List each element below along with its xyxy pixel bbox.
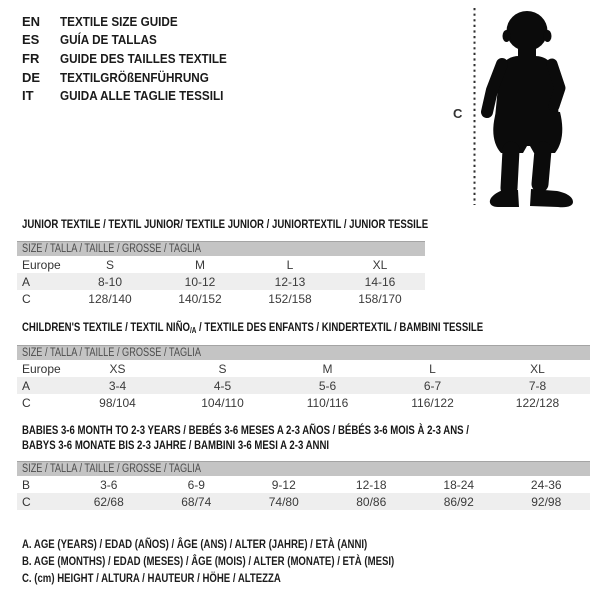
legend-line-a: A. AGE (YEARS) / EDAD (AÑOS) / ÂGE (ANS) / ALTER (JAHRE) / ETÀ (ANNI) [22,536,368,551]
toddler-silhouette-icon [470,0,596,212]
foot-left [490,190,519,207]
leg-right [540,150,543,184]
age-cell: 10-12 [184,274,216,289]
guide-title-en: TEXTILE SIZE GUIDE [60,13,178,29]
guide-title-it: GUIDA ALLE TAGLIE TESSILI [60,88,224,104]
row-label: A [22,378,31,393]
size-cell: XS [109,361,126,376]
guide-title-es: GUÍA DE TALLAS [60,32,157,48]
height-cell: 158/170 [358,291,402,306]
junior-table-title: JUNIOR TEXTILE / TEXTIL JUNIOR/ TEXTILE JUNIOR / JUNIORTEXTIL / JUNIOR TESSILE [22,217,429,231]
foot-right [530,189,573,207]
age-cell: 7-8 [528,378,547,393]
junior-size-table [17,241,425,307]
table-row [17,256,425,273]
size-cell: L [429,361,436,376]
size-cell: M [322,361,333,376]
size-cell: XL [530,361,545,376]
height-cell: 152/158 [268,291,312,306]
height-cell: 116/122 [411,395,454,410]
table-row [17,290,425,307]
age-cell: 6-9 [187,477,205,492]
height-cell: 122/128 [515,395,560,410]
size-header-bar: SIZE / TALLA / TAILLE / GRÖSSE / TAGLIA [17,461,590,476]
language-code: FR [22,50,40,66]
leg-left [509,150,511,188]
height-cell: 80/86 [356,494,387,509]
row-label: C [22,494,31,509]
size-cell: XL [372,257,388,272]
row-label: Europe [22,257,61,272]
age-cell: 6-7 [423,378,442,393]
legend-line-b: B. AGE (MONTHS) / EDAD (MESES) / ÂGE (MOIS) / ALTER (MONATE) / ETÀ (MESI) [22,554,395,569]
table-row [17,377,590,394]
row-label: C [22,291,31,306]
guide-title-fr: GUIDE DES TAILLES TEXTILE [60,50,227,66]
babies-table-title: BABIES 3-6 MONTH TO 2-3 YEARS / BEBÉS 3-6 MESES A 2-3 AÑOS / BÉBÉS 3-6 MOIS À 2-3 ANS / BABYS 3-6 MONATE BIS 2-3 JAHRE / BAMBINI 3-6 MESI A 2-3 ANNI [22,423,469,452]
language-row-de [22,68,245,87]
height-measure-label: C [453,106,463,121]
row-label: B [22,477,31,492]
age-cell: 8-10 [97,274,123,289]
age-cell: 14-16 [364,274,396,289]
language-row-fr [22,49,245,68]
height-cell: 110/116 [306,395,349,410]
table-row [17,493,590,510]
size-cell: M [195,257,205,272]
age-cell: 4-5 [213,378,232,393]
language-row-es [22,31,245,50]
row-label: C [22,395,31,410]
legend-line-c: C. (cm) HEIGHT / ALTURA / HAUTEUR / HÖHE / ALTEZZA [22,571,281,586]
language-row-en [22,12,245,31]
language-title-list [22,12,245,105]
children-table-title: CHILDREN'S TEXTILE / TEXTIL $NIÑO_{/A}$ / TEXTILE DES ENFANTS / KINDERTEXTIL / BAMBINI TESSILE [22,320,484,335]
row-label: Europe [22,361,61,376]
height-cell: 128/140 [88,291,132,306]
age-cell: 5-6 [318,378,337,393]
height-cell: 140/152 [178,291,222,306]
age-cell: 12-13 [274,274,306,289]
children-size-table [17,345,590,411]
table-row [17,476,590,493]
table-row [17,273,425,290]
table-row [17,360,590,377]
height-cell: 62/68 [93,494,124,509]
size-cell: S [105,257,114,272]
size-cell: S [218,361,227,376]
age-cell: 9-12 [271,477,296,492]
height-cell: 86/92 [443,494,474,509]
size-header-bar: SIZE / TALLA / TAILLE / GRÖSSE / TAGLIA [17,345,590,360]
ear-left [503,30,511,42]
language-code: EN [22,13,41,29]
height-cell: 74/80 [268,494,299,509]
size-cell: L [286,257,294,272]
age-cell: 12-18 [355,477,387,492]
babies-size-table [17,461,590,510]
row-label: A [22,274,31,289]
age-cell: 3-6 [100,477,118,492]
age-cell: 18-24 [443,477,475,492]
guide-title-de: TEXTILGRÖßENFÜHRUNG [60,69,209,85]
language-code: IT [22,88,34,104]
neck [518,42,536,58]
size-header-bar: SIZE / TALLA / TAILLE / GRÖSSE / TAGLIA [17,241,425,256]
age-cell: 24-36 [530,477,562,492]
legend [22,535,487,587]
language-row-it [22,86,245,105]
height-cell: 92/98 [531,494,562,509]
table-row [17,394,590,411]
height-cell: 68/74 [181,494,212,509]
ear-right [544,30,552,42]
height-cell: 104/110 [201,395,244,410]
height-cell: 98/104 [99,395,136,410]
language-code: ES [22,32,40,48]
age-cell: 3-4 [108,378,127,393]
language-code: DE [22,69,41,85]
